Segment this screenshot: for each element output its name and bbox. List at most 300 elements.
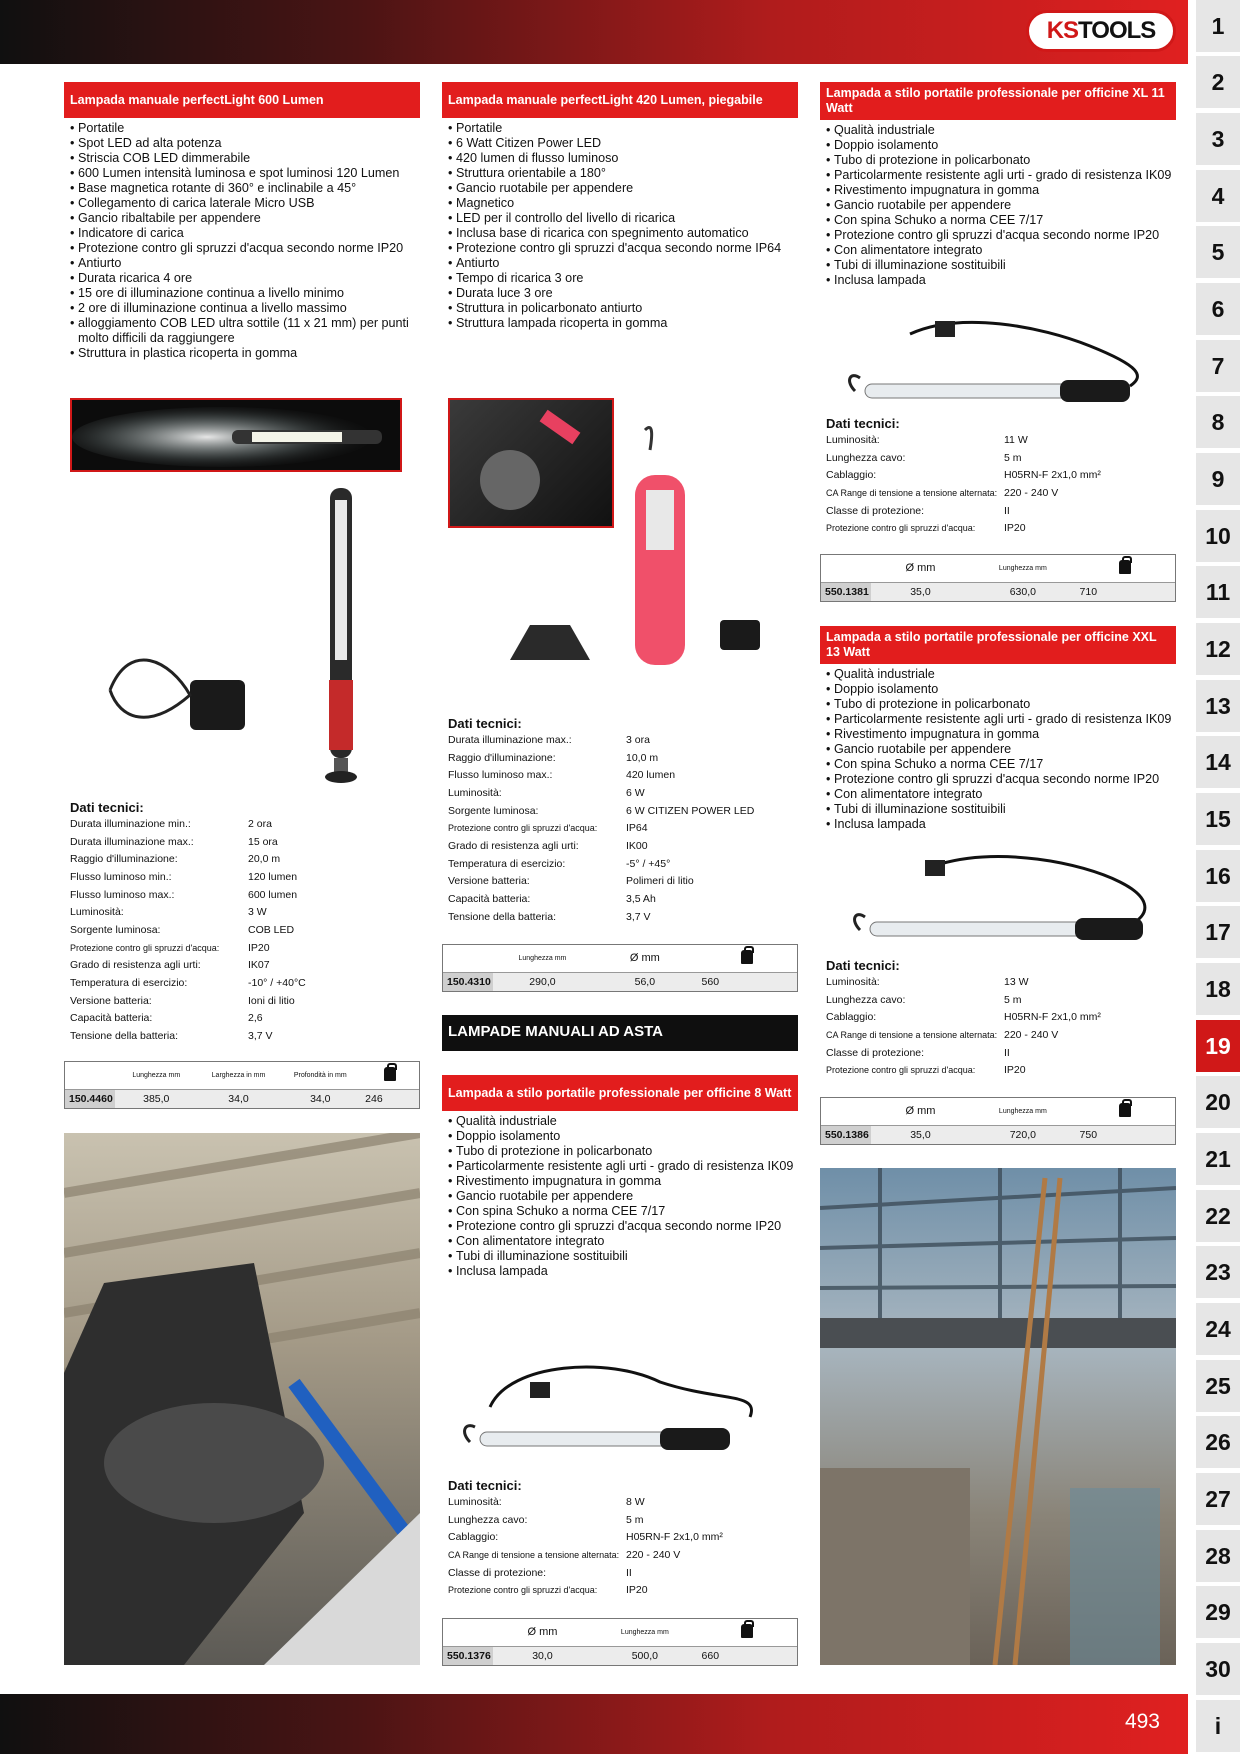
spec-label: CA Range di tensione a tensione alternata: xyxy=(826,487,998,498)
col-diameter-header: Ø mm xyxy=(527,1626,558,1638)
spec-value: 6 W xyxy=(626,786,645,799)
spec-row xyxy=(448,1493,798,1511)
specs-title: Dati tecnici: xyxy=(826,958,900,973)
spec-row xyxy=(826,484,1176,502)
spec-value: 8 W xyxy=(626,1495,645,1508)
feature-item: • Tempo di ricarica 3 ore xyxy=(448,271,798,286)
spec-value: 11 W xyxy=(1004,433,1028,446)
feature-list xyxy=(442,121,798,331)
specs-title: Dati tecnici: xyxy=(826,416,900,431)
weight-icon xyxy=(384,1067,396,1081)
specs-title: Dati tecnici: xyxy=(70,800,144,815)
chapter-tab-7[interactable]: 7 xyxy=(1196,340,1240,392)
spec-row xyxy=(448,1511,798,1529)
spec-row xyxy=(448,1528,798,1546)
feature-item: • Portatile xyxy=(448,121,798,136)
spec-label: CA Range di tensione a tensione alternata: xyxy=(826,1029,998,1040)
product-stick-lamp-8w xyxy=(442,1075,798,1279)
col-diameter-header: Ø mm xyxy=(905,562,936,574)
spec-label: Luminosità: xyxy=(70,906,124,919)
feature-item: • Qualità industriale xyxy=(826,123,1176,138)
chapter-tab-18[interactable]: 18 xyxy=(1196,963,1240,1015)
feature-item: • Doppio isolamento xyxy=(826,682,1176,697)
spec-label: Versione batteria: xyxy=(70,994,152,1007)
feature-item: • Protezione contro gli spruzzi d'acqua secondo norme IP20 xyxy=(826,772,1176,787)
spec-row xyxy=(448,873,798,891)
spec-row xyxy=(826,1061,1176,1079)
weight-icon xyxy=(741,1624,753,1638)
spec-label: Classe di protezione: xyxy=(826,1046,925,1059)
spec-value: 3,7 V xyxy=(626,910,651,923)
spec-row xyxy=(70,921,420,939)
spec-row xyxy=(448,855,798,873)
feature-item: • Con alimentatore integrato xyxy=(826,787,1176,802)
spec-value: 15 ora xyxy=(248,835,278,848)
spec-row xyxy=(70,815,420,833)
spec-value: 13 W xyxy=(1004,975,1029,988)
feature-item: • Indicatore di carica xyxy=(70,226,420,241)
application-photo-ceiling xyxy=(64,1133,420,1665)
feature-item: • Durata ricarica 4 ore xyxy=(70,271,420,286)
chapter-tab-9[interactable]: 9 xyxy=(1196,453,1240,505)
feature-item: • Qualità industriale xyxy=(826,667,1176,682)
spec-row xyxy=(70,957,420,975)
spec-value: IP20 xyxy=(626,1584,648,1597)
product-perfectlight-420 xyxy=(442,82,798,331)
spec-value: 220 - 240 V xyxy=(1004,1028,1059,1041)
feature-item: • Con alimentatore integrato xyxy=(826,243,1176,258)
chapter-tab-19[interactable]: 19 xyxy=(1196,1020,1240,1072)
weight-icon xyxy=(1119,560,1131,574)
spec-label: Capacità batteria: xyxy=(448,893,531,906)
feature-item: • Rivestimento impugnatura in gomma xyxy=(826,727,1176,742)
feature-item: • LED per il controllo del livello di ricarica xyxy=(448,211,798,226)
spec-row xyxy=(826,502,1176,520)
spec-value: 3 ora xyxy=(626,733,650,746)
spec-value: 6 W CITIZEN POWER LED xyxy=(626,804,755,817)
spec-label: Flusso luminoso min.: xyxy=(70,870,172,883)
spec-value: 2 ora xyxy=(248,817,272,830)
spec-label: Raggio d'illuminazione: xyxy=(448,751,556,764)
feature-item: • Gancio ribaltabile per appendere xyxy=(70,211,420,226)
perfectlight-420-product-image xyxy=(490,420,790,698)
weight-value: 710 xyxy=(1079,586,1098,598)
feature-item: • Inclusa base di ricarica con spegnimento automatico xyxy=(448,226,798,241)
spec-row xyxy=(448,890,798,908)
col1-specs xyxy=(64,800,420,1045)
feature-item: • Striscia COB LED dimmerabile xyxy=(70,151,420,166)
spec-value: 5 m xyxy=(1004,993,1022,1006)
spec-row xyxy=(826,431,1176,449)
product-title: Lampada manuale perfectLight 600 Lumen xyxy=(64,82,420,118)
spec-value: II xyxy=(1004,504,1010,517)
feature-item: • Tubo di protezione in policarbonato xyxy=(826,153,1176,168)
spec-value: IP20 xyxy=(1004,1064,1026,1077)
spec-row xyxy=(826,1026,1176,1044)
chapter-tab-23[interactable]: 23 xyxy=(1196,1246,1240,1298)
feature-item: • Tubi di illuminazione sostituibili xyxy=(826,258,1176,273)
spec-value: H05RN-F 2x1,0 mm² xyxy=(1004,1011,1101,1024)
spec-label: Cablaggio: xyxy=(826,1011,877,1024)
specs-list xyxy=(64,815,420,1045)
article-number[interactable]: 550.1386 xyxy=(821,1126,871,1144)
spec-value: 5 m xyxy=(1004,451,1022,464)
spec-row xyxy=(70,903,420,921)
feature-item: • Gancio ruotabile per appendere xyxy=(826,742,1176,757)
spec-label: Raggio d'illuminazione: xyxy=(70,853,178,866)
perfectlight-600-product-image xyxy=(90,480,390,790)
feature-item: • 6 Watt Citizen Power LED xyxy=(448,136,798,151)
spec-row xyxy=(448,908,798,926)
feature-item: • Struttura lampada ricoperta in gomma xyxy=(448,316,798,331)
chapter-tab-13[interactable]: 13 xyxy=(1196,680,1240,732)
spec-label: Lunghezza cavo: xyxy=(826,993,906,1006)
chapter-tab-4[interactable]: 4 xyxy=(1196,170,1240,222)
feature-item: • Doppio isolamento xyxy=(826,138,1176,153)
spec-row xyxy=(70,1010,420,1028)
col2-p2-specs xyxy=(442,1478,798,1599)
spec-value: 5 m xyxy=(626,1513,644,1526)
spec-value: 3,7 V xyxy=(248,1030,273,1043)
chapter-tab-10[interactable]: 10 xyxy=(1196,510,1240,562)
spec-label: Sorgente luminosa: xyxy=(448,804,539,817)
feature-item: • Antiurto xyxy=(70,256,420,271)
feature-item: • Protezione contro gli spruzzi d'acqua secondo norme IP64 xyxy=(448,241,798,256)
col-length-header: Lunghezza mm xyxy=(620,1628,669,1636)
chapter-tab-6[interactable]: 6 xyxy=(1196,283,1240,335)
feature-item: • Tubi di illuminazione sostituibili xyxy=(448,1249,798,1264)
specs-list xyxy=(442,731,798,926)
spec-value: H05RN-F 2x1,0 mm² xyxy=(1004,469,1101,482)
feature-item: • Tubo di protezione in policarbonato xyxy=(826,697,1176,712)
spec-label: Luminosità: xyxy=(448,786,502,799)
spec-value: 600 lumen xyxy=(248,888,298,901)
feature-item: • Doppio isolamento xyxy=(448,1129,798,1144)
logo-text-tools: TOOLS xyxy=(1078,17,1156,44)
chapter-tab-11[interactable]: 11 xyxy=(1196,566,1240,618)
spec-label: Luminosità: xyxy=(448,1495,502,1508)
spec-value: 2,6 xyxy=(248,1012,263,1025)
diameter-value: 35,0 xyxy=(910,586,931,598)
article-table-550-1376 xyxy=(442,1618,798,1666)
spec-label: Grado di resistenza agli urti: xyxy=(448,839,579,852)
feature-item: • Particolarmente resistente agli urti - grado di resistenza IK09 xyxy=(448,1159,798,1174)
weight-icon xyxy=(741,950,753,964)
spec-value: IP64 xyxy=(626,822,648,835)
chapter-tab-29[interactable]: 29 xyxy=(1196,1586,1240,1638)
spec-label: Protezione contro gli spruzzi d'acqua: xyxy=(448,823,598,834)
chapter-tab-2[interactable]: 2 xyxy=(1196,56,1240,108)
diameter-value: 56,0 xyxy=(634,976,656,988)
spec-label: Flusso luminoso max.: xyxy=(70,888,175,901)
col-length-header: Lunghezza mm xyxy=(998,564,1047,572)
table-row xyxy=(821,1126,1175,1144)
spec-label: Classe di protezione: xyxy=(448,1566,547,1579)
spec-value: 10,0 m xyxy=(626,751,659,764)
spec-row xyxy=(70,833,420,851)
footer-bar xyxy=(0,1694,1188,1754)
spec-value: IK07 xyxy=(248,959,270,972)
article-number[interactable]: 550.1381 xyxy=(821,583,871,601)
spec-label: Tensione della batteria: xyxy=(448,910,556,923)
spec-label: Classe di protezione: xyxy=(826,504,925,517)
spec-label: Sorgente luminosa: xyxy=(70,923,161,936)
specs-list xyxy=(442,1493,798,1599)
col-depth-header: Profondità in mm xyxy=(293,1071,347,1079)
col-length-header: Lunghezza mm xyxy=(518,954,567,962)
feature-item: • Protezione contro gli spruzzi d'acqua secondo norme IP20 xyxy=(826,228,1176,243)
length-value: 630,0 xyxy=(1009,586,1036,598)
spec-label: Durata illuminazione min.: xyxy=(70,817,191,830)
spec-value: 3 W xyxy=(248,906,267,919)
spec-row xyxy=(826,519,1176,537)
spec-value: COB LED xyxy=(248,923,295,936)
feature-item: • Protezione contro gli spruzzi d'acqua secondo norme IP20 xyxy=(70,241,420,256)
spec-value: Polimeri di litio xyxy=(626,875,694,888)
chapter-tab-8[interactable]: 8 xyxy=(1196,396,1240,448)
feature-item: • alloggiamento COB LED ultra sottile (11 x 21 mm) per punti molto difficili da raggiungere xyxy=(70,316,420,346)
feature-list xyxy=(820,123,1176,288)
feature-item: • Inclusa lampada xyxy=(826,817,1176,832)
article-number[interactable]: 550.1376 xyxy=(443,1647,493,1665)
article-table-550-1386 xyxy=(820,1097,1176,1145)
spec-row xyxy=(448,1581,798,1599)
spec-value: 420 lumen xyxy=(626,769,676,782)
feature-item: • Portatile xyxy=(70,121,420,136)
spec-row xyxy=(70,974,420,992)
spec-value: 220 - 240 V xyxy=(1004,486,1059,499)
spec-row xyxy=(448,731,798,749)
diameter-value: 30,0 xyxy=(532,1650,553,1662)
spec-row xyxy=(448,749,798,767)
feature-item: • Protezione contro gli spruzzi d'acqua secondo norme IP20 xyxy=(448,1219,798,1234)
specs-list xyxy=(820,431,1176,537)
chapter-tab-3[interactable]: 3 xyxy=(1196,113,1240,165)
col-diameter-header: Ø mm xyxy=(629,952,660,964)
specs-title: Dati tecnici: xyxy=(448,1478,522,1493)
feature-item: • Rivestimento impugnatura in gomma xyxy=(448,1174,798,1189)
feature-item: • Con spina Schuko a norma CEE 7/17 xyxy=(826,213,1176,228)
feature-item: • Tubo di protezione in policarbonato xyxy=(448,1144,798,1159)
chapter-tab-26[interactable]: 26 xyxy=(1196,1416,1240,1468)
table-row xyxy=(443,973,797,991)
spec-value: II xyxy=(1004,1046,1010,1059)
feature-item: • Rivestimento impugnatura in gomma xyxy=(826,183,1176,198)
spec-label: Luminosità: xyxy=(826,433,880,446)
spec-row xyxy=(826,1044,1176,1062)
table-row xyxy=(821,583,1175,601)
feature-item: • 15 ore di illuminazione continua a livello minimo xyxy=(70,286,420,301)
article-table-550-1381 xyxy=(820,554,1176,602)
spec-label: Temperatura di esercizio: xyxy=(448,857,566,870)
weight-value: 246 xyxy=(365,1093,383,1105)
spec-label: Cablaggio: xyxy=(826,469,877,482)
product-title: Lampada a stilo portatile professionale per officine XXL 13 Watt xyxy=(820,626,1176,664)
spec-label: CA Range di tensione a tensione alternata: xyxy=(448,1549,620,1560)
feature-list xyxy=(820,667,1176,832)
spec-label: Lunghezza cavo: xyxy=(448,1513,528,1526)
application-photo-warehouse xyxy=(820,1168,1176,1665)
spec-row xyxy=(448,766,798,784)
feature-item: • Spot LED ad alta potenza xyxy=(70,136,420,151)
col2-specs xyxy=(442,716,798,926)
feature-item: • Inclusa lampada xyxy=(826,273,1176,288)
feature-item: • Struttura in policarbonato antiurto xyxy=(448,301,798,316)
spec-label: Capacità batteria: xyxy=(70,1012,153,1025)
spec-row xyxy=(448,1564,798,1582)
length-value: 720,0 xyxy=(1009,1129,1036,1141)
col3-p1-specs xyxy=(820,416,1176,537)
feature-item: • Con spina Schuko a norma CEE 7/17 xyxy=(826,757,1176,772)
chapter-tab-1[interactable]: 1 xyxy=(1196,0,1240,52)
spec-row xyxy=(448,1546,798,1564)
weight-value: 750 xyxy=(1079,1129,1098,1141)
spec-label: Lunghezza cavo: xyxy=(826,451,906,464)
feature-item: • Struttura orientabile a 180° xyxy=(448,166,798,181)
spec-row xyxy=(70,992,420,1010)
length-value: 290,0 xyxy=(529,976,556,988)
feature-item: • Base magnetica rotante di 360° e inclinabile a 45° xyxy=(70,181,420,196)
stick-lamp-xxl-image xyxy=(820,852,1160,952)
spec-value: IK00 xyxy=(626,839,648,852)
chapter-tab-5[interactable]: 5 xyxy=(1196,226,1240,278)
product-perfectlight-600 xyxy=(64,82,420,361)
spec-label: Durata illuminazione max.: xyxy=(70,835,194,848)
spec-row xyxy=(70,868,420,886)
spec-value: IP20 xyxy=(248,941,270,954)
article-table-150-4460 xyxy=(64,1061,420,1109)
spec-label: Flusso luminoso max.: xyxy=(448,769,553,782)
spec-label: Protezione contro gli spruzzi d'acqua: xyxy=(448,1585,598,1596)
article-number[interactable]: 150.4310 xyxy=(443,973,493,991)
chapter-tab-28[interactable]: 28 xyxy=(1196,1530,1240,1582)
spec-label: Durata illuminazione max.: xyxy=(448,733,572,746)
ks-tools-logo[interactable] xyxy=(1026,10,1176,52)
spec-label: Versione batteria: xyxy=(448,875,530,888)
col-width-header: Larghezza in mm xyxy=(211,1071,266,1079)
stick-lamp-xl-image xyxy=(840,316,1160,416)
page-number: 493 xyxy=(1124,1710,1160,1733)
spec-label: Temperatura di esercizio: xyxy=(70,977,188,990)
article-table-150-4310 xyxy=(442,944,798,992)
feature-item: • Inclusa lampada xyxy=(448,1264,798,1279)
table-row xyxy=(443,1647,797,1665)
weight-value: 660 xyxy=(701,1650,720,1662)
logo-text-ks: KS xyxy=(1046,17,1079,44)
spec-label: Cablaggio: xyxy=(448,1531,499,1544)
spec-value: 220 - 240 V xyxy=(626,1548,681,1561)
col-length-header: Lunghezza mm xyxy=(998,1107,1047,1115)
product-title: Lampada a stilo portatile professionale per officine 8 Watt xyxy=(442,1075,798,1111)
spec-row xyxy=(448,819,798,837)
table-row xyxy=(65,1090,419,1108)
spec-row xyxy=(826,466,1176,484)
spec-row xyxy=(70,850,420,868)
feature-item: • Particolarmente resistente agli urti - grado di resistenza IK09 xyxy=(826,168,1176,183)
chapter-tab-15[interactable]: 15 xyxy=(1196,793,1240,845)
lamp-beam-image xyxy=(70,398,402,472)
product-title: Lampada a stilo portatile professionale per officine XL 11 Watt xyxy=(820,82,1176,120)
spec-label: Protezione contro gli spruzzi d'acqua: xyxy=(826,523,976,534)
spec-row xyxy=(826,973,1176,991)
spec-row xyxy=(826,1008,1176,1026)
spec-value: 120 lumen xyxy=(248,870,298,883)
weight-icon xyxy=(1119,1103,1131,1117)
spec-row xyxy=(448,784,798,802)
feature-item: • Tubi di illuminazione sostituibili xyxy=(826,802,1176,817)
spec-row xyxy=(448,802,798,820)
specs-title: Dati tecnici: xyxy=(448,716,522,731)
spec-row xyxy=(70,1027,420,1045)
spec-row xyxy=(826,991,1176,1009)
feature-item: • Struttura in plastica ricoperta in gomma xyxy=(70,346,420,361)
spec-row xyxy=(826,449,1176,467)
length-value: 385,0 xyxy=(143,1093,170,1105)
spec-label: Tensione della batteria: xyxy=(70,1030,178,1043)
article-number[interactable]: 150.4460 xyxy=(65,1090,115,1108)
feature-item: • 2 ore di illuminazione continua a livello massimo xyxy=(70,301,420,316)
spec-row xyxy=(448,837,798,855)
chapter-tab-25[interactable]: 25 xyxy=(1196,1360,1240,1412)
feature-list xyxy=(64,121,420,361)
length-value: 500,0 xyxy=(631,1650,658,1662)
feature-item: • Magnetico xyxy=(448,196,798,211)
specs-list xyxy=(820,973,1176,1079)
spec-row xyxy=(70,939,420,957)
feature-item: • 420 lumen di flusso luminoso xyxy=(448,151,798,166)
feature-item: • Gancio ruotabile per appendere xyxy=(448,1189,798,1204)
spec-value: II xyxy=(626,1566,632,1579)
chapter-tab-20[interactable]: 20 xyxy=(1196,1076,1240,1128)
feature-item: • 600 Lumen intensità luminosa e spot luminosi 120 Lumen xyxy=(70,166,420,181)
chapter-tab-12[interactable]: 12 xyxy=(1196,623,1240,675)
chapter-tab-16[interactable]: 16 xyxy=(1196,850,1240,902)
spec-label: Luminosità: xyxy=(826,975,880,988)
spec-value: -5° / +45° xyxy=(626,857,671,870)
spec-value: Ioni di litio xyxy=(248,994,295,1007)
width-value: 34,0 xyxy=(228,1093,249,1105)
diameter-value: 35,0 xyxy=(910,1129,931,1141)
feature-item: • Qualità industriale xyxy=(448,1114,798,1129)
spec-value: IP20 xyxy=(1004,522,1026,535)
col3-p2-specs xyxy=(820,958,1176,1079)
chapter-tab-22[interactable]: 22 xyxy=(1196,1190,1240,1242)
feature-item: • Gancio ruotabile per appendere xyxy=(448,181,798,196)
feature-item: • Particolarmente resistente agli urti - grado di resistenza IK09 xyxy=(826,712,1176,727)
spec-row xyxy=(70,886,420,904)
feature-item: • Con spina Schuko a norma CEE 7/17 xyxy=(448,1204,798,1219)
chapter-tab-30[interactable]: 30 xyxy=(1196,1643,1240,1695)
spec-value: -10° / +40°C xyxy=(248,977,306,990)
spec-value: 20,0 m xyxy=(248,853,281,866)
chapter-tab-14[interactable]: 14 xyxy=(1196,736,1240,788)
spec-value: 3,5 Ah xyxy=(626,893,656,906)
col-length-header: Lunghezza mm xyxy=(132,1071,181,1079)
chapter-tab-17[interactable]: 17 xyxy=(1196,906,1240,958)
product-title: Lampada manuale perfectLight 420 Lumen, piegabile xyxy=(442,82,798,118)
chapter-tab-24[interactable]: 24 xyxy=(1196,1303,1240,1355)
weight-value: 560 xyxy=(701,976,720,988)
spec-label: Grado di resistenza agli urti: xyxy=(70,959,201,972)
feature-item: • Durata luce 3 ore xyxy=(448,286,798,301)
spec-label: Protezione contro gli spruzzi d'acqua: xyxy=(826,1065,976,1076)
chapter-tab-27[interactable]: 27 xyxy=(1196,1473,1240,1525)
feature-list xyxy=(442,1114,798,1279)
feature-item: • Antiurto xyxy=(448,256,798,271)
stick-lamp-8w-image xyxy=(460,1362,780,1462)
chapter-tab-i[interactable]: i xyxy=(1196,1700,1240,1752)
chapter-tab-21[interactable]: 21 xyxy=(1196,1133,1240,1185)
